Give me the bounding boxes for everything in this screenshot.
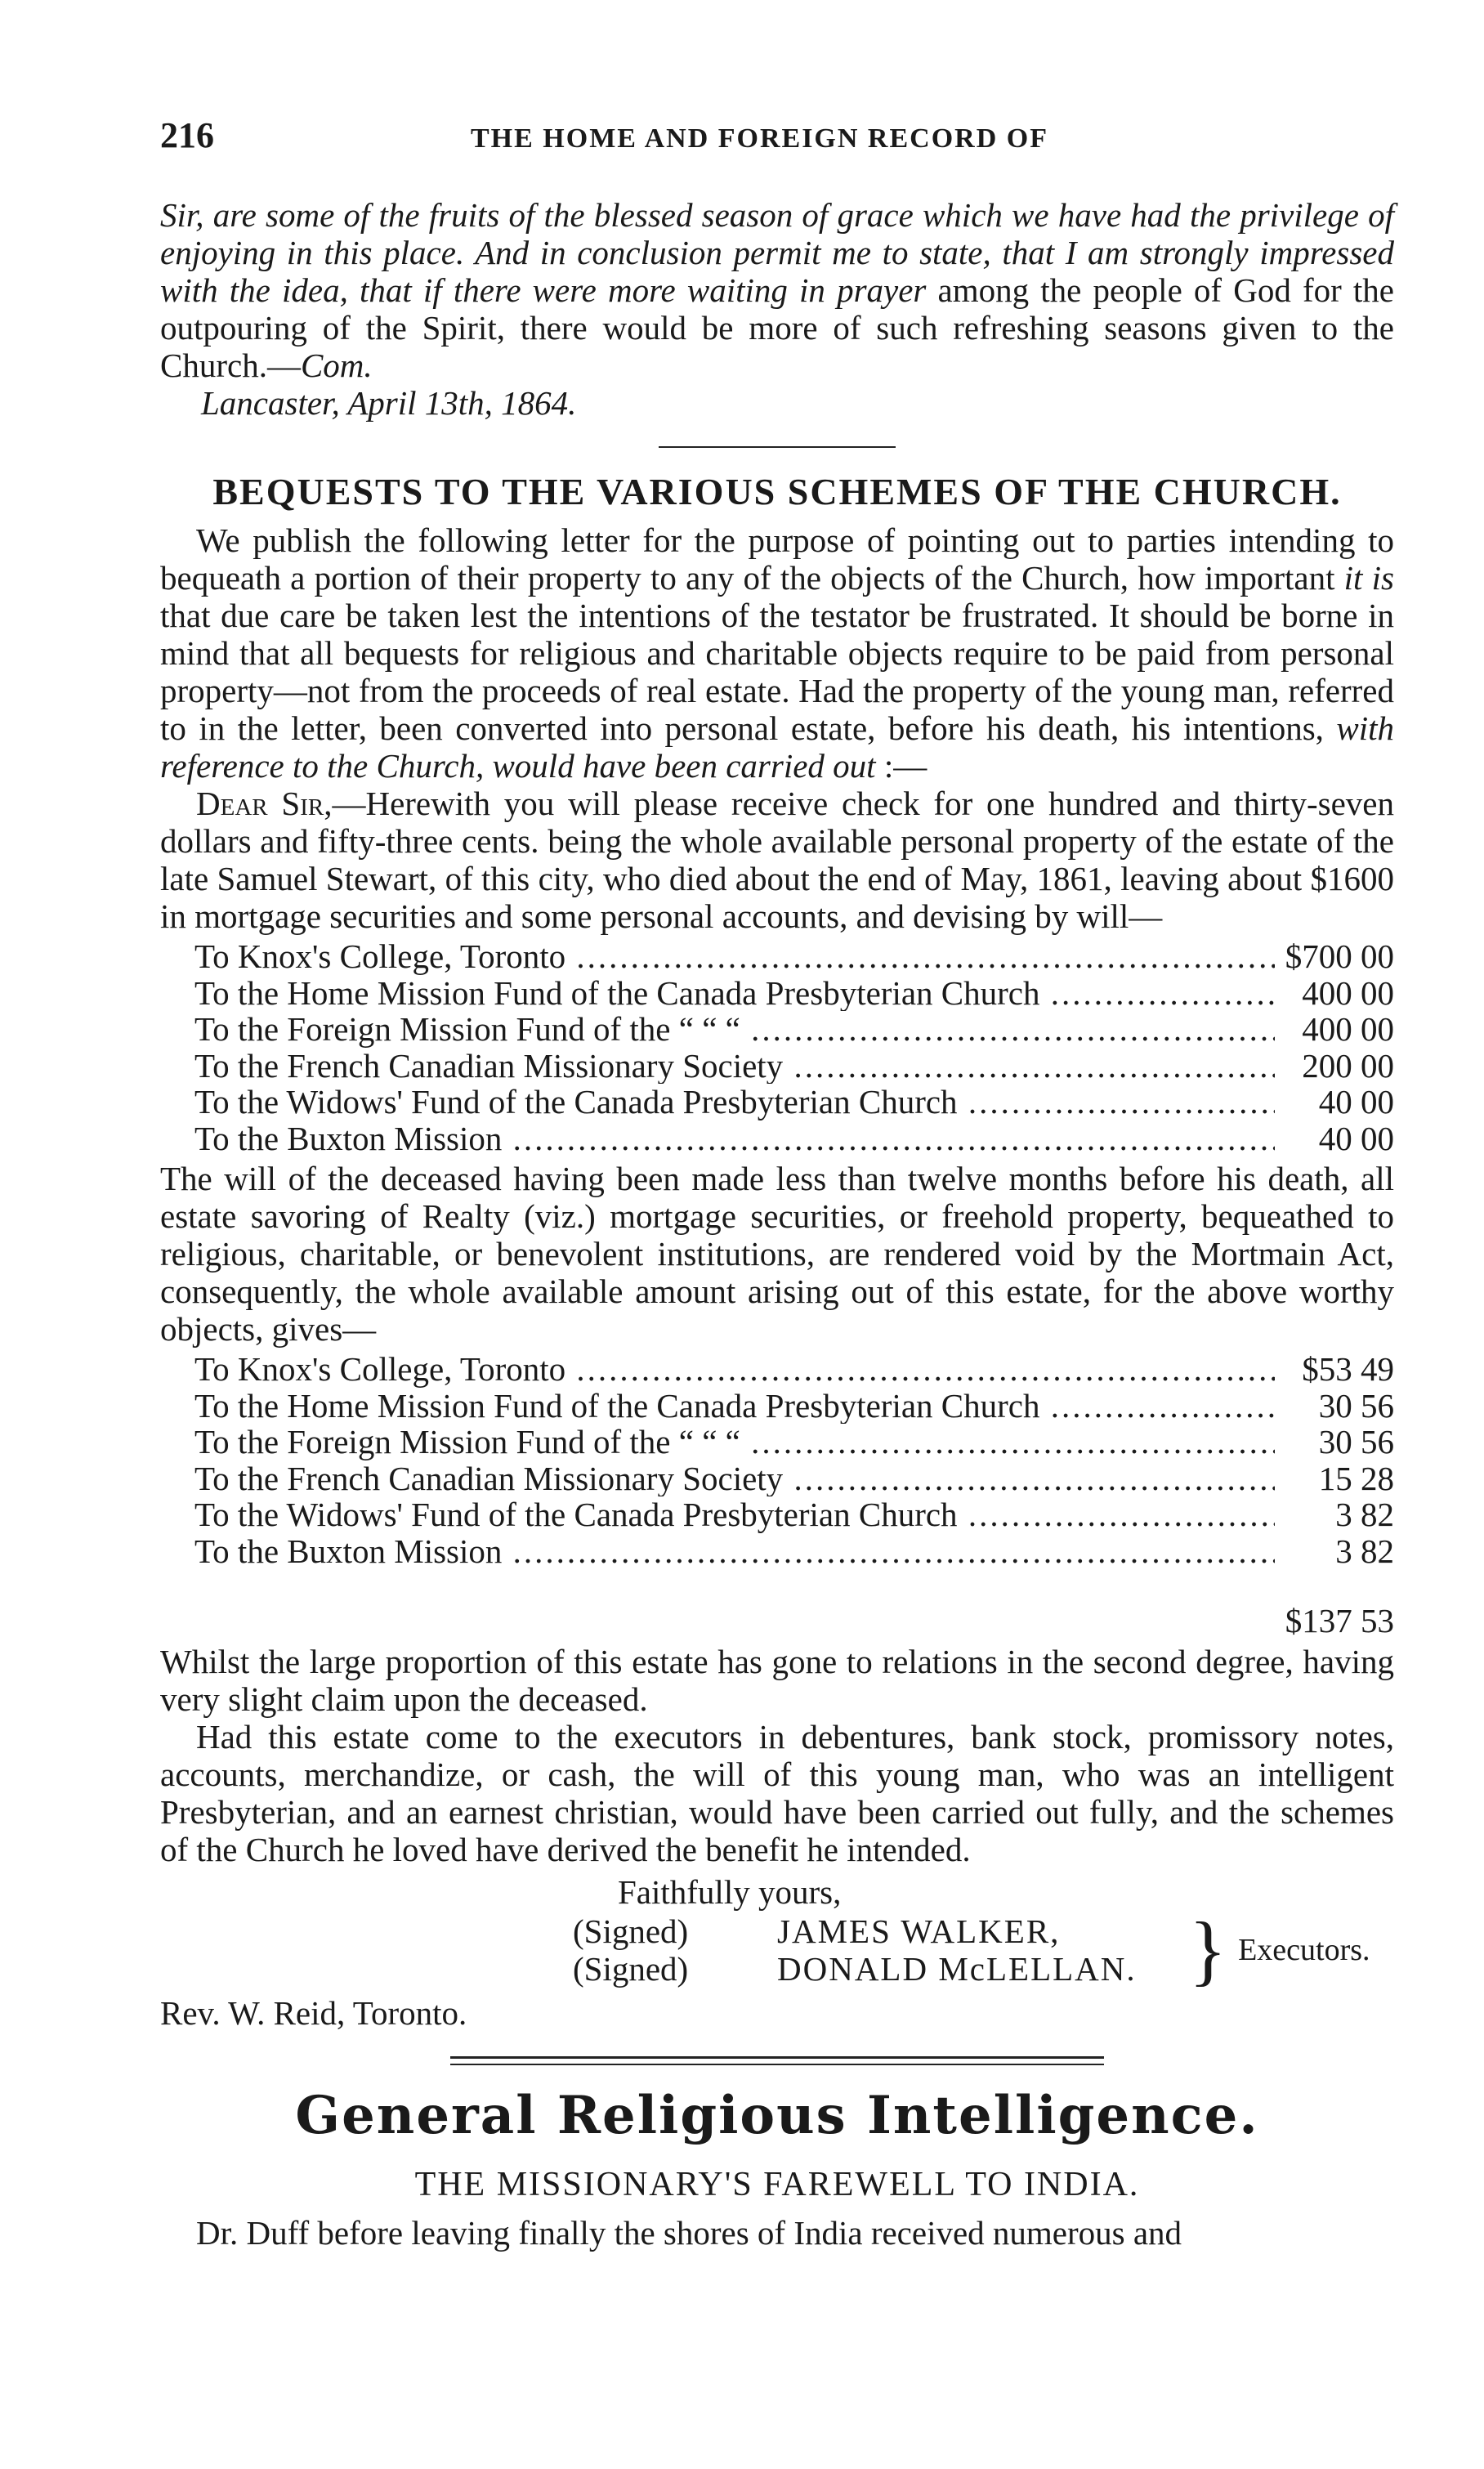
- page-number: 216: [160, 115, 214, 155]
- list-item: [194, 1496, 1394, 1533]
- item-amount: 3 82: [1275, 1496, 1394, 1533]
- intro-paragraph: [160, 196, 1394, 384]
- intro-text-end: among the people of God for the outpouring of the Spirit, there would be more of such refreshing seasons given to the Church.—: [160, 271, 1394, 384]
- item-amount: $700 00: [1275, 938, 1394, 975]
- item-label: To the French Canadian Missionary Society .....: [194, 1048, 1275, 1085]
- signature-line: [573, 1950, 1178, 1988]
- closing: Faithfully yours,: [618, 1873, 842, 1911]
- list-item: [194, 1048, 1394, 1085]
- letter-salutation: Dear Sir,: [196, 785, 333, 822]
- signature-line: [573, 1912, 1178, 1950]
- list-item: [194, 1120, 1394, 1157]
- gives-items-list: [194, 1351, 1394, 1569]
- list-item: [194, 1084, 1394, 1120]
- item-label: To the Buxton Mission .....: [194, 1120, 1275, 1157]
- section-divider: [659, 446, 896, 448]
- bequests-intro-emphasis: it is: [1343, 559, 1394, 597]
- running-head: THE HOME AND FOREIGN RECORD OF: [471, 123, 1048, 154]
- intro-signoff: Com.: [300, 347, 373, 384]
- item-amount: 15 28: [1275, 1460, 1394, 1497]
- total-amount: $137 53: [1285, 1602, 1394, 1639]
- executors-label: Executors.: [1238, 1933, 1370, 1967]
- letter-text: —Herewith you will please receive check for one hundred and thirty-seven dollars and fifty-three cents. being the whole available personal property of the estate of the late Samuel Stewart, of this city, who died about the end of May, 1861, leaving about $1600 in mortgage securities and some personal accounts, and devising by will—: [160, 785, 1394, 935]
- letter-paragraph: [160, 785, 1394, 935]
- bequests-heading: BEQUESTS TO THE VARIOUS SCHEMES OF THE CHURCH.: [212, 471, 1342, 512]
- list-item: [194, 975, 1394, 1012]
- intro-text-start: Sir, are some of the fruits of the blessed season of grace which we have had the privilege of enjoying in this place. And in conclusion permit me to state, that I am strongly impressed with the idea, that if there were: [160, 196, 1394, 309]
- list-item: [194, 1460, 1394, 1497]
- item-amount: 3 82: [1275, 1533, 1394, 1570]
- list-item: [194, 938, 1394, 975]
- bequests-intro: [160, 521, 1394, 785]
- item-label: To the Foreign Mission Fund of the “ “ “ .....: [194, 1424, 1275, 1460]
- page: [160, 114, 1394, 2252]
- whilst-paragraph: Whilst the large proportion of this estate has gone to relations in the second degree, having very slight claim upon the deceased.: [160, 1643, 1394, 1718]
- mortmain-paragraph: The will of the deceased having been made less than twelve months before his death, all estate savoring of Realty (viz.) mortgage securities, or freehold property, bequeathed to religious, charitable, or benevolent institutions, are rendered void by the Mortmain Act, consequently, the whole available amount arising out of this estate, for the above worthy objects, gives—: [160, 1160, 1394, 1348]
- list-item: [194, 1533, 1394, 1570]
- item-label: To the Home Mission Fund of the Canada Presbyterian Church .....: [194, 975, 1275, 1012]
- article-heading: THE MISSIONARY'S FAREWELL TO INDIA.: [414, 2166, 1140, 2203]
- item-label: To Knox's College, Toronto .....: [194, 938, 1275, 975]
- item-amount: 40 00: [1275, 1084, 1394, 1120]
- signer-name: DONALD McLELLAN.: [777, 1950, 1137, 1988]
- item-label: To the Foreign Mission Fund of the “ “ “ .....: [194, 1011, 1275, 1048]
- signer-name: JAMES WALKER,: [777, 1912, 1061, 1950]
- list-item: [194, 1388, 1394, 1425]
- bequests-intro-emphasis-2: with reference to the Church, would have been carried out: [160, 709, 1394, 785]
- recipient: Rev. W. Reid, Toronto.: [160, 1994, 467, 2032]
- item-label: To the Widows' Fund of the Canada Presbyterian Church .....: [194, 1496, 1275, 1533]
- item-label: To the Home Mission Fund of the Canada Presbyterian Church .....: [194, 1388, 1275, 1425]
- had-paragraph: Had this estate come to the executors in debentures, bank stock, promissory notes, accounts, merchandize, or cash, the will of this young man, who was an intelligent Presbyterian, and an earnest christian, would have been carried out fully, and the schemes of the Church he loved have derived the benefit he intended.: [160, 1718, 1394, 1868]
- intro-emphasis: more waiting in prayer: [608, 271, 927, 309]
- list-item: [194, 1351, 1394, 1388]
- item-label: To Knox's College, Toronto .....: [194, 1351, 1275, 1388]
- total-row: [160, 1602, 1394, 1639]
- list-item: [194, 1424, 1394, 1460]
- item-amount: 30 56: [1275, 1424, 1394, 1460]
- double-rule-divider: [450, 2056, 1104, 2065]
- item-amount: 400 00: [1275, 1011, 1394, 1048]
- list-item: [194, 1011, 1394, 1048]
- bequests-intro-text-3: :—: [875, 747, 928, 785]
- item-amount: 400 00: [1275, 975, 1394, 1012]
- bequests-intro-text: We publish the following letter for the purpose of pointing out to parties intending to bequeath a portion of their property to any of the objects of the Church, how important: [160, 521, 1394, 597]
- item-label: To the Widows' Fund of the Canada Presbyterian Church .....: [194, 1084, 1275, 1120]
- dateline: Lancaster, April 13th, 1864.: [201, 384, 577, 422]
- signed-label: (Signed): [573, 1912, 689, 1950]
- will-items-list: [194, 938, 1394, 1156]
- item-label: To the Buxton Mission .....: [194, 1533, 1275, 1570]
- bequests-intro-text-2: that due care be taken lest the intentions of the testator be frustrated. It should be borne in mind that all bequests for religious and charitable objects require to be paid from personal property—not from the proceeds of real estate. Had the property of the young man, referred to in the letter, been converted into personal estate, before his death, his intentions,: [160, 597, 1394, 747]
- signature-block: [573, 1906, 1394, 1993]
- signed-label: (Signed): [573, 1950, 689, 1988]
- page-header: [160, 114, 1394, 163]
- brace-icon: }: [1189, 1906, 1227, 1993]
- signature-lines: [573, 1912, 1178, 1988]
- item-amount: 40 00: [1275, 1120, 1394, 1157]
- item-amount: 200 00: [1275, 1048, 1394, 1085]
- item-amount: $53 49: [1275, 1351, 1394, 1388]
- section-title: General Religious Intelligence.: [295, 2085, 1259, 2146]
- item-label: To the French Canadian Missionary Society .....: [194, 1460, 1275, 1497]
- item-amount: 30 56: [1275, 1388, 1394, 1425]
- article-opening: Dr. Duff before leaving finally the shores of India received numerous and: [196, 2214, 1182, 2252]
